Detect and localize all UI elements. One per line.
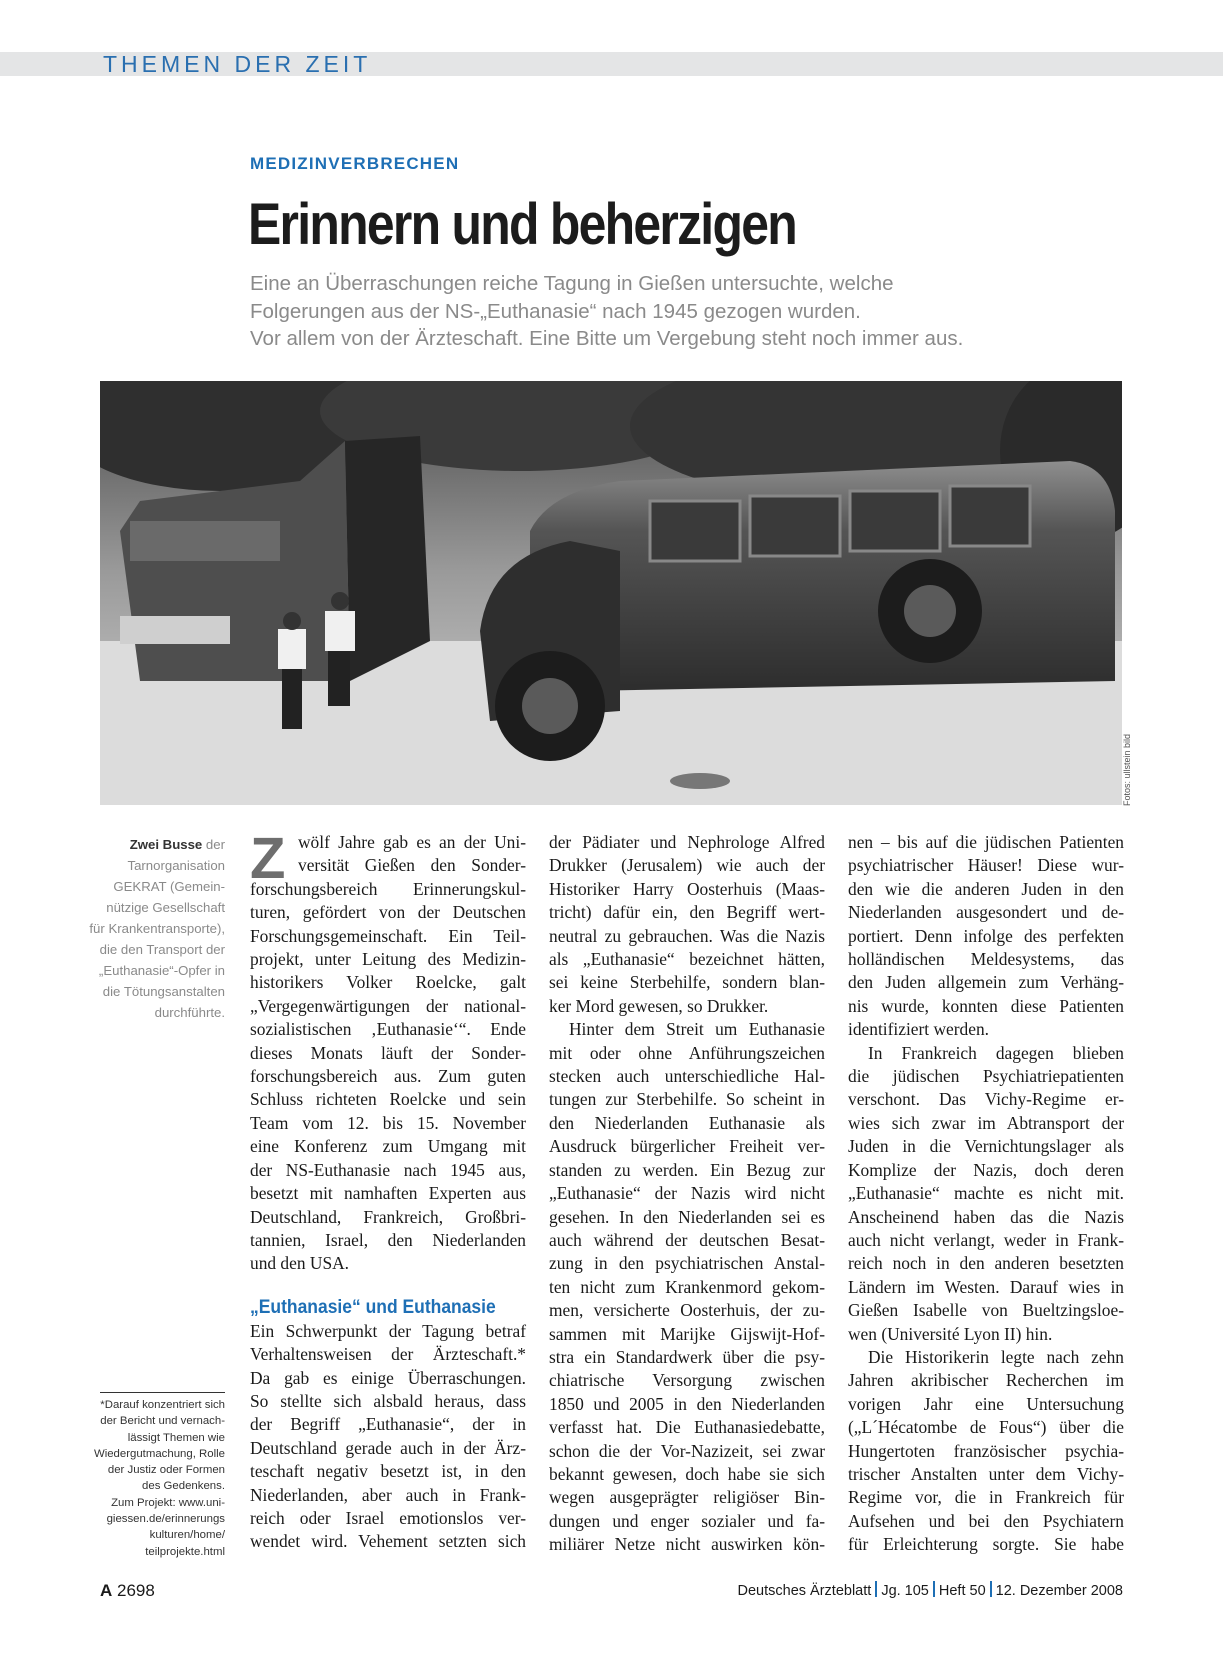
text-line: die jüdischen Psychiatriepatienten [848,1066,1124,1087]
text-line: versität Gießen den Sonder- [298,855,526,876]
text-line: der Pädiater und Nephrologe Alfred [549,832,825,852]
text-line: nen – bis auf die jüdischen Patienten [848,832,1124,852]
text-line: Deutschland gerade auch in der Ärz- [250,1437,526,1458]
section-label: THEMEN DER ZEIT [103,51,372,77]
footnote-line: der Justiz oder Formen [107,1464,225,1477]
lead-line: Folgerungen aus der NS-„Euthanasie“ nach 1945 gezogen wurden. [250,299,861,323]
caption-line: die den Transport der [99,942,225,957]
text-line: psychiatrischer Häuser! Diese wur- [848,855,1124,876]
text-line: „Euthanasie“ machte es nicht mit. [848,1183,1124,1204]
text-line: 1850 und 2005 in den Niederlanden [549,1393,825,1414]
text-line: stra ein Standardwerk über die psy- [549,1346,825,1367]
caption-lead: Zwei Busse [129,837,203,852]
text-line: In Frankreich dagegen blieben [868,1042,1124,1063]
text-line: wölf Jahre gab es an der Uni- [298,832,526,852]
article-column-3 [848,831,1124,1557]
text-line: verschont. Das Vichy-Regime er- [848,1089,1124,1110]
text-line: Niederlanden, aber auch in Frank- [250,1484,526,1505]
text-line: trischer Anstalten unter dem Vichy- [848,1463,1124,1484]
caption-line: „Euthanasie“-Opfer in [98,963,225,978]
lead-text [250,270,1130,353]
headline: Erinnern und beherzigen [248,192,796,257]
drop-cap: Z [250,826,286,891]
lead-line: Vor allem von der Ärzteschaft. Eine Bitte um Vergebung steht noch immer aus. [250,327,964,350]
article-column-1 [250,826,526,1554]
lead-line: Eine an Überraschungen reiche Tagung in Gießen untersuchte, welche [250,272,894,295]
text-line: holländischen Meldesystems, das [848,949,1124,970]
caption-line: der [202,837,225,852]
text-line: portiert. Denn infolge des perfekten [848,925,1124,946]
text-line: und den USA. [250,1253,350,1274]
text-line: sei keine Sterbehilfe, sondern blan- [549,972,825,993]
text-line: Die Historikerin legte nach zehn [868,1346,1124,1367]
text-line: eine Konferenz zum Umgang mit [250,1136,526,1157]
journal-issue: Heft 50 [938,1583,986,1599]
text-line: („L´Hécatombe de Fous“) über die [848,1417,1124,1438]
journal-volume: Jg. 105 [881,1583,929,1599]
journal-name: Deutsches Ärzteblatt [737,1583,872,1599]
text-line: Da gab es einige Überraschungen. [250,1367,526,1388]
page-number-value: 2698 [117,1581,155,1600]
text-line: chiatrische Versorgung zwischen [549,1370,825,1391]
text-line: tungen zur Sterbehilfe. So scheint in [549,1089,825,1110]
footnote-line: giessen.de/erinnerungs [106,1513,225,1526]
bus-photo [100,381,1122,805]
caption-line: für Krankentransporte), [89,921,225,936]
kicker: MEDIZINVERBRECHEN [250,154,460,173]
photo-credit: Fotos: ullstein bild [1122,733,1132,806]
text-line: sozialistischen ‚Euthanasie‘“. Ende [250,1019,526,1040]
text-line: Drukker (Jerusalem) wie auch der [549,855,825,876]
text-line: besetzt mit namhaften Experten aus [250,1183,526,1204]
text-line: miliärer Netze nicht auswirken kön- [549,1534,825,1555]
text-line: wies sich zwar im Abtransport der [848,1112,1124,1133]
text-line: Komplize der Nazis, doch deren [848,1159,1124,1180]
footer-separator [990,1581,992,1597]
text-line: Niederlanden ausgesondert und de- [848,902,1124,923]
text-line: den Juden allgemein zum Verhäng- [848,972,1124,993]
page-number [100,1581,155,1605]
text-line: stecken auch unterschiedliche Hal- [549,1066,825,1087]
text-line: vorigen Jahr eine Untersuchung [848,1393,1124,1414]
footnote-line: *Darauf konzentriert sich [100,1399,225,1411]
text-line: auch während der deutschen Besat- [549,1229,825,1250]
footer-separator [875,1581,877,1597]
text-line: gesehen. In den Niederlanden sei es [549,1206,825,1227]
journal-date: 12. Dezember 2008 [995,1583,1123,1599]
footer-separator [933,1581,935,1597]
text-line: auch nicht verlangt, weder in Frank- [848,1229,1124,1250]
text-line: identifiziert werden. [848,1019,989,1040]
text-line: schon die der Vor-Nazizeit, sei zwar [549,1440,825,1461]
caption-line: die Tötungsanstalten [102,984,225,999]
text-line: neutral zu gebrauchen. Was die Nazis [549,925,825,946]
text-line: der NS-Euthanasie nach 1945 aus, [250,1159,526,1180]
text-line: verfasst hat. Die Euthanasiedebatte, [549,1417,825,1438]
text-line: Ländern im Westen. Darauf wies in [848,1276,1124,1297]
text-line: „Vergegenwärtigungen der national- [250,995,526,1016]
text-line: teschaft negativ besetzt ist, in den [250,1461,526,1482]
text-line: So stellte sich alsbald heraus, dass [250,1390,526,1411]
text-line: Schluss richteten Roelcke und sein [250,1089,526,1110]
text-line: Ausdruck bürgerlicher Freiheit ver- [549,1136,825,1157]
text-line: Hungertoten französischer psychia- [848,1440,1124,1461]
text-line: mit oder ohne Anführungszeichen [549,1042,825,1063]
footnote-line: des Gedenkens. [142,1480,225,1493]
text-line: dieses Monats läuft der Sonder- [250,1042,526,1063]
text-line: wen (Université Lyon II) hin. [848,1323,1053,1344]
text-line: für Erleichterung sorgte. Sie habe [848,1534,1124,1555]
footnote-line: Wiedergutmachung, Rolle [93,1447,225,1460]
text-line: „Euthanasie“ der Nazis wird nicht [549,1183,825,1204]
footnote-line: der Bericht und vernach- [100,1415,225,1428]
text-line: historikers Volker Roelcke, galt [250,972,526,993]
text-line: ker Mord gewesen, so Drukker. [549,995,769,1016]
text-line: reich oder Israel emotionslos ver- [250,1507,526,1528]
text-line: Forschungsgemeinschaft. Ein Teil- [250,925,526,946]
footnote-line: kulturen/home/ [149,1529,225,1542]
text-line: der Begriff „Euthanasie“, der in [250,1414,526,1435]
text-line: reich noch in den anderen besetzten [848,1253,1124,1274]
text-line: Verhaltensweisen der Ärzteschaft.* [250,1344,526,1365]
text-line: Ein Schwerpunkt der Tagung betraf [250,1320,526,1341]
text-line: als „Euthanasie“ bezeichnet hätten, [549,949,825,970]
text-line: Gießen Isabelle von Bueltzingsloe- [848,1300,1124,1321]
photo-caption [70,834,225,1023]
text-line: tricht) dafür ein, den Begriff wert- [549,902,825,923]
page-prefix: A [100,1581,113,1600]
text-line: Deutschland, Frankreich, Großbri- [250,1206,526,1227]
text-line: dungen und enger sozialer und fa- [549,1510,825,1531]
text-line: sammen mit Marijke Gijswijt-Hof- [549,1323,825,1344]
text-line: Team vom 12. bis 15. November [250,1112,526,1133]
text-line: tannien, Israel, den Niederlanden [250,1229,526,1250]
text-line: ten nicht zum Krankenmord gekom- [549,1276,825,1297]
text-line: men, versicherte Oosterhuis, der zu- [549,1300,825,1321]
text-line: wegen ausgeprägter religiöser Bin- [549,1487,825,1508]
footnote-line: Zum Projekt: www.uni- [111,1496,225,1509]
text-line: wendet wird. Vehement setzten sich [250,1531,526,1552]
text-line: standen zu werden. Ein Bezug zur [549,1159,825,1180]
text-line: Historiker Harry Oosterhuis (Maas- [549,878,825,899]
footnote-line: lässigt Themen wie [127,1431,225,1444]
text-line: den Niederlanden Euthanasie als [549,1112,825,1133]
text-line: Juden in die Vernichtungslager als [848,1136,1124,1157]
text-line: Regime vor, die in Frankreich für [848,1487,1124,1508]
text-line: forschungsbereich Erinnerungskul- [250,878,526,899]
text-line: turen, gefördert von der Deutschen [250,902,526,923]
text-line: zung in den psychiatrischen Anstal- [549,1253,825,1274]
text-line: Anscheinend haben das die Nazis [848,1206,1124,1227]
text-line: nis wurde, konnten diese Patienten [848,995,1124,1016]
text-line: projekt, unter Leitung des Medizin- [250,949,526,970]
journal-footer [738,1581,1123,1605]
text-line: den wie die anderen Juden in den [848,878,1124,899]
text-line: Jahren akribischer Recherchen im [848,1370,1124,1391]
footnote [70,1397,225,1560]
text-line: bekannt gewesen, doch habe sie sich [549,1463,825,1484]
subheading: „Euthanasie“ und Euthanasie [250,1296,496,1318]
caption-line: durchführte. [154,1005,225,1020]
footnote-line: teilprojekte.html [145,1545,225,1558]
text-line: forschungsbereich aus. Zum guten [250,1066,526,1087]
caption-line: Tarnorganisation [127,858,225,873]
text-line: Hinter dem Streit um Euthanasie [569,1019,825,1040]
caption-line: GEKRAT (Gemein- [113,879,225,894]
text-line: Aufsehen und bei den Psychiatern [848,1510,1124,1531]
article-column-2 [549,831,825,1557]
footnote-divider [100,1392,225,1393]
caption-line: nützige Gesellschaft [106,900,225,915]
